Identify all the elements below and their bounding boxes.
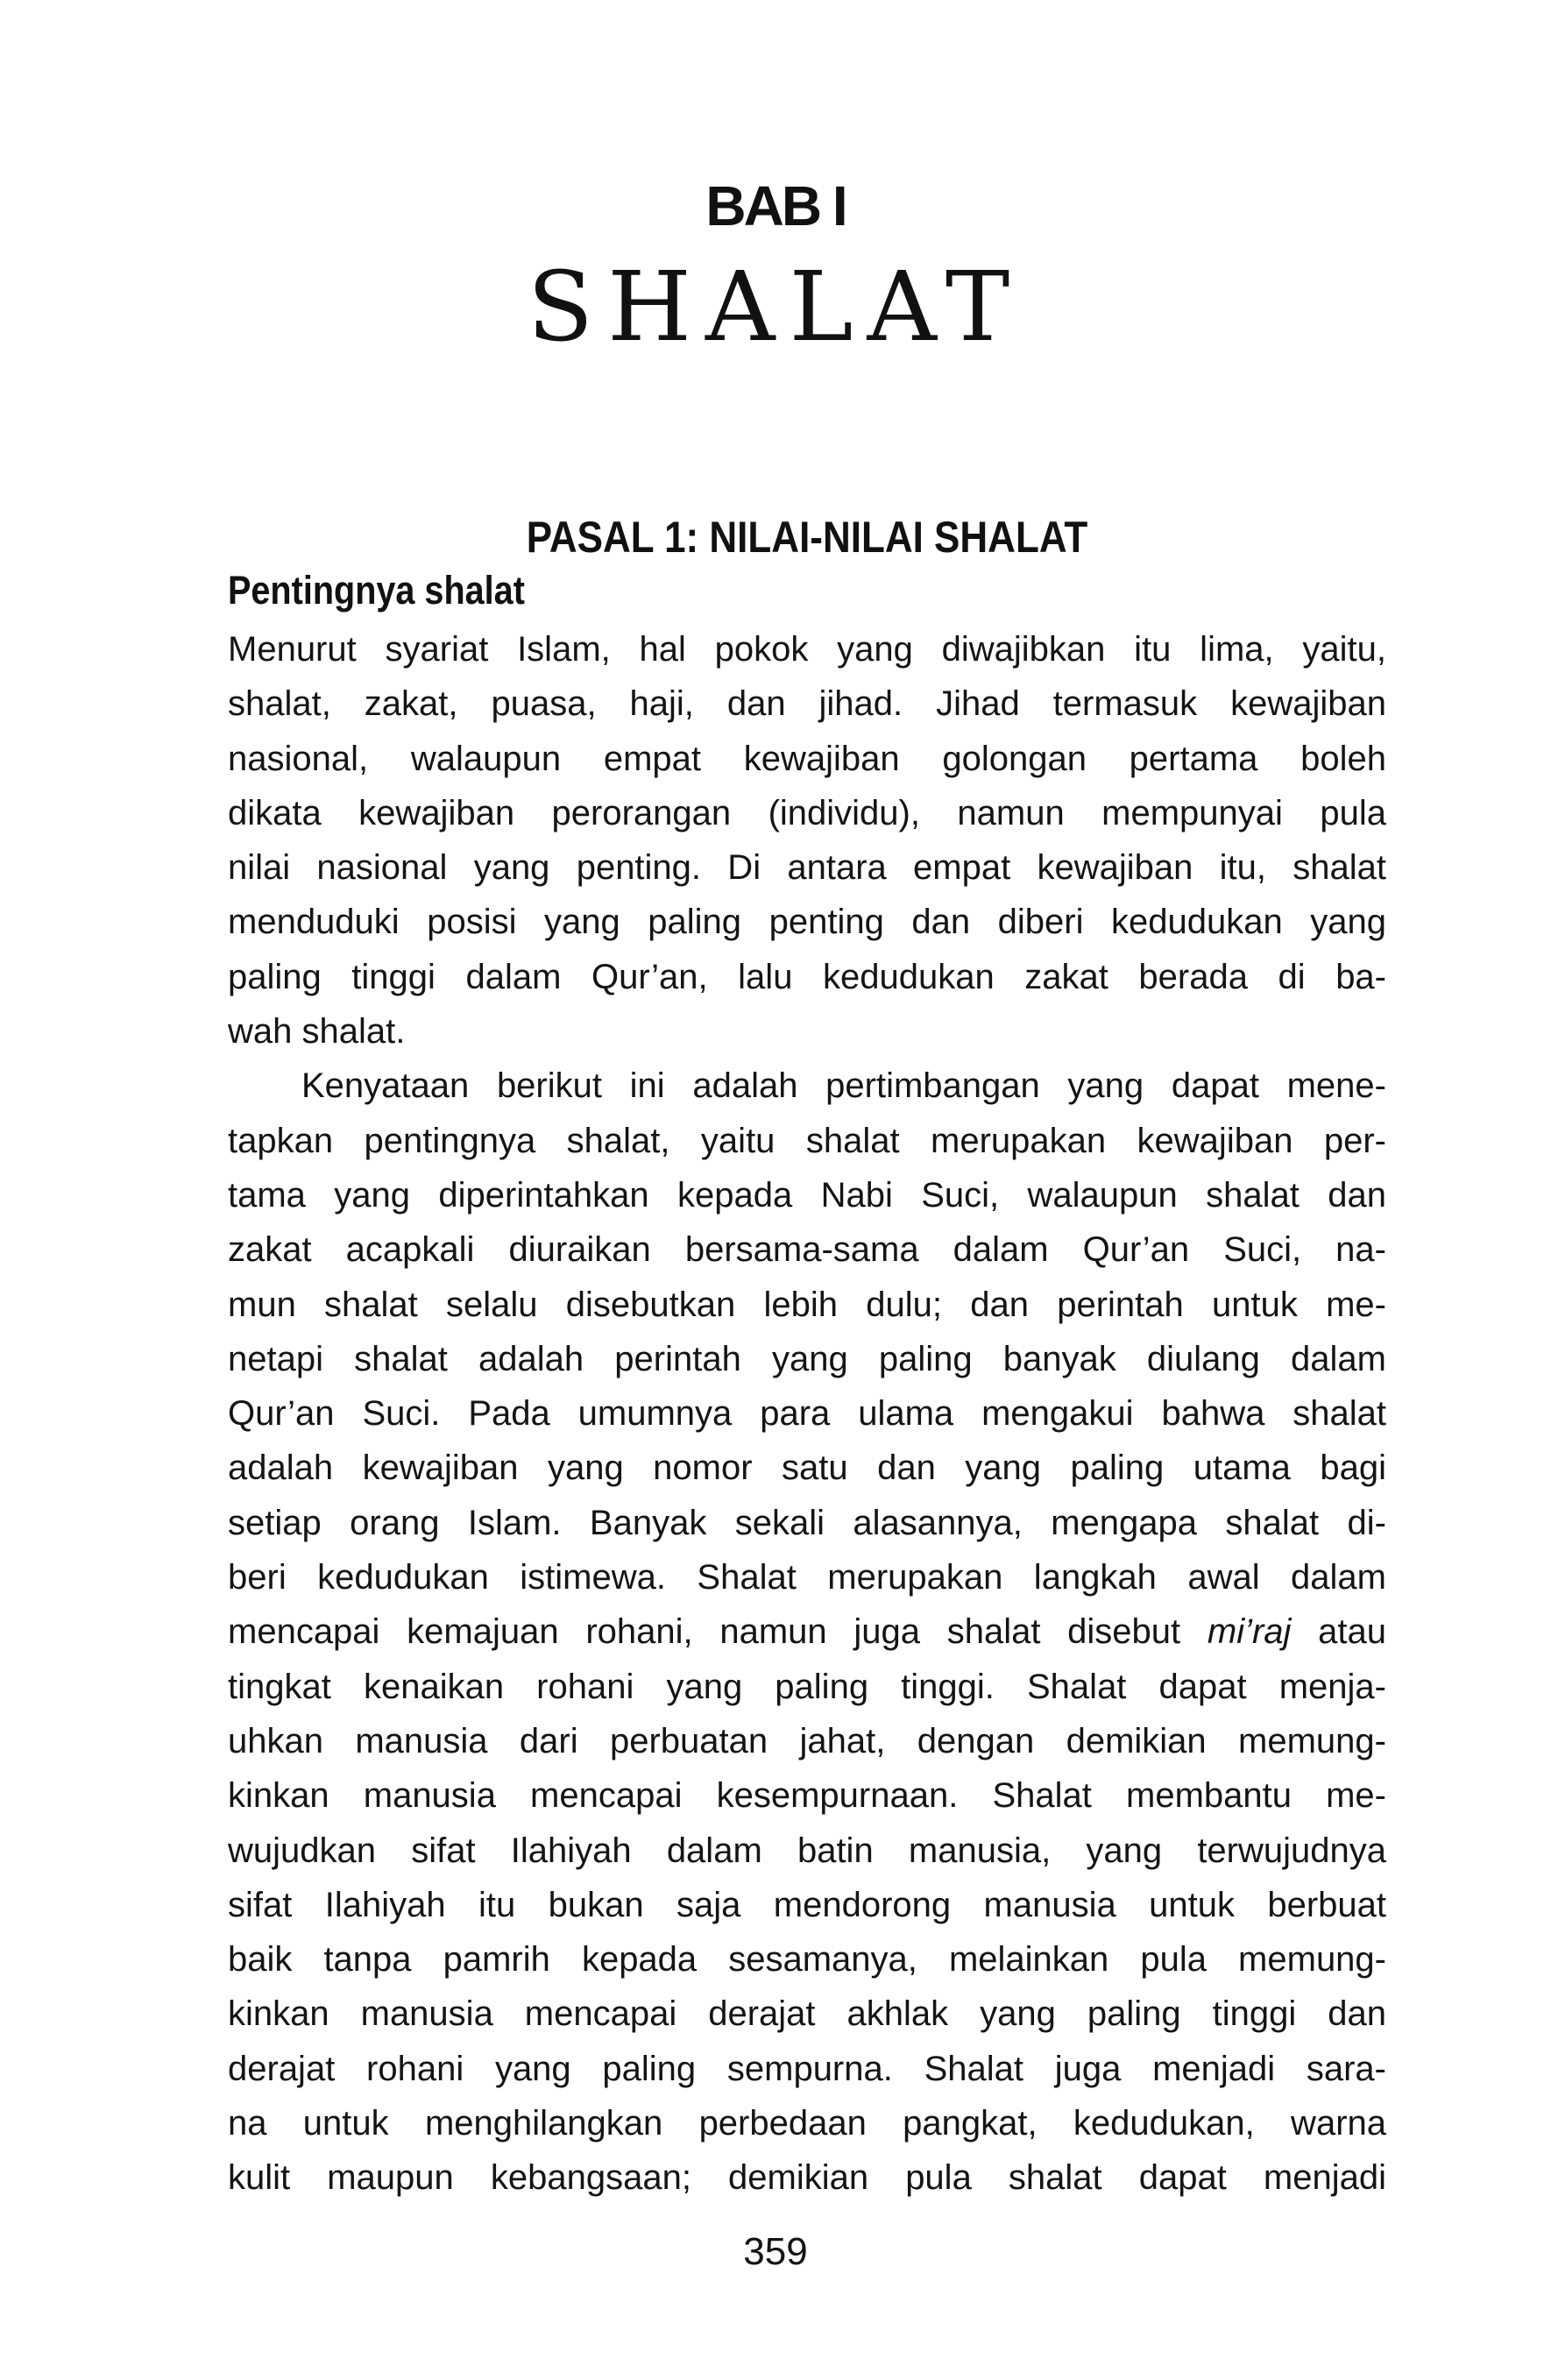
text-line: tingkat kenaikan rohani yang paling tinggi. Shalat dapat menja- xyxy=(228,1667,1386,1706)
text-line: kulit maupun kebangsaan; demikian pula shalat dapat menjadi xyxy=(228,2158,1386,2198)
text-line: beri kedudukan istimewa. Shalat merupakan langkah awal dalam xyxy=(228,1558,1386,1597)
text-line: kinkan manusia mencapai derajat akhlak yang paling tinggi dan xyxy=(228,1994,1386,2034)
text-line: setiap orang Islam. Banyak sekali alasannya, mengapa shalat di- xyxy=(228,1503,1386,1542)
text-line: tama yang diperintahkan kepada Nabi Suci, walaupun shalat dan xyxy=(228,1175,1386,1215)
text-line: dikata kewajiban perorangan (individu), namun mempunyai pula xyxy=(228,793,1386,832)
text-line: nilai nasional yang penting. Di antara empat kewajiban itu, shalat xyxy=(228,848,1386,888)
text-line-miraj xyxy=(228,1604,1386,1659)
page-number: 359 xyxy=(743,2230,808,2273)
text-line: netapi shalat adalah perintah yang paling banyak diulang dalam xyxy=(228,1339,1386,1378)
text-line: zakat acapkali diuraikan bersama-sama dalam Qur’an Suci, na- xyxy=(228,1230,1386,1270)
text-line: baik tanpa pamrih kepada sesamanya, melainkan pula memung- xyxy=(228,1940,1386,1980)
chapter-label: BAB I xyxy=(705,174,846,237)
text-line: uhkan manusia dari perbuatan jahat, dengan demikian memung- xyxy=(228,1721,1386,1760)
text-segment: atau xyxy=(1291,1612,1387,1652)
text-line: wah shalat. xyxy=(228,1012,406,1052)
text-segment: mencapai kemajuan rohani, namun juga shalat disebut xyxy=(228,1612,1208,1652)
text-line: kinkan manusia mencapai kesempurnaan. Shalat membantu me- xyxy=(228,1776,1386,1816)
text-line: Qur’an Suci. Pada umumnya para ulama mengakui bahwa shalat xyxy=(228,1394,1386,1434)
text-line: adalah kewajiban yang nomor satu dan yang paling utama bagi xyxy=(228,1449,1386,1488)
chapter-title: SHALAT xyxy=(527,251,1024,363)
italic-term: mi’raj xyxy=(1207,1612,1292,1652)
text-line: na untuk menghilangkan perbedaan pangkat, kedudukan, warna xyxy=(228,2104,1386,2143)
subheading: Pentingnya shalat xyxy=(228,568,525,613)
text-line: derajat rohani yang paling sempurna. Shalat juga menjadi sara- xyxy=(228,2049,1386,2088)
text-line: paling tinggi dalam Qur’an, lalu kedudukan zakat berada di ba- xyxy=(228,957,1386,996)
text-line: sifat Ilahiyah itu bukan saja mendorong manusia untuk berbuat xyxy=(228,1885,1386,1924)
text-line: mun shalat selalu disebutkan lebih dulu; dan perintah untuk me- xyxy=(228,1285,1386,1324)
text-line: nasional, walaupun empat kewajiban golongan pertama boleh xyxy=(228,739,1386,778)
text-line: wujudkan sifat Ilahiyah dalam batin manusia, yang terwujudnya xyxy=(228,1831,1386,1870)
text-line: Menurut syariat Islam, hal pokok yang diwajibkan itu lima, yaitu, xyxy=(228,630,1386,669)
section-heading: PASAL 1: NILAI-NILAI SHALAT xyxy=(526,513,1088,562)
text-line: Kenyataan berikut ini adalah pertimbangan yang dapat mene- xyxy=(301,1066,1386,1106)
text-line: shalat, zakat, puasa, haji, dan jihad. Jihad termasuk kewajiban xyxy=(228,684,1386,724)
text-line: menduduki posisi yang paling penting dan diberi kedudukan yang xyxy=(228,903,1386,942)
body-text xyxy=(228,622,1386,2206)
text-line: tapkan pentingnya shalat, yaitu shalat merupakan kewajiban per- xyxy=(228,1121,1386,1160)
